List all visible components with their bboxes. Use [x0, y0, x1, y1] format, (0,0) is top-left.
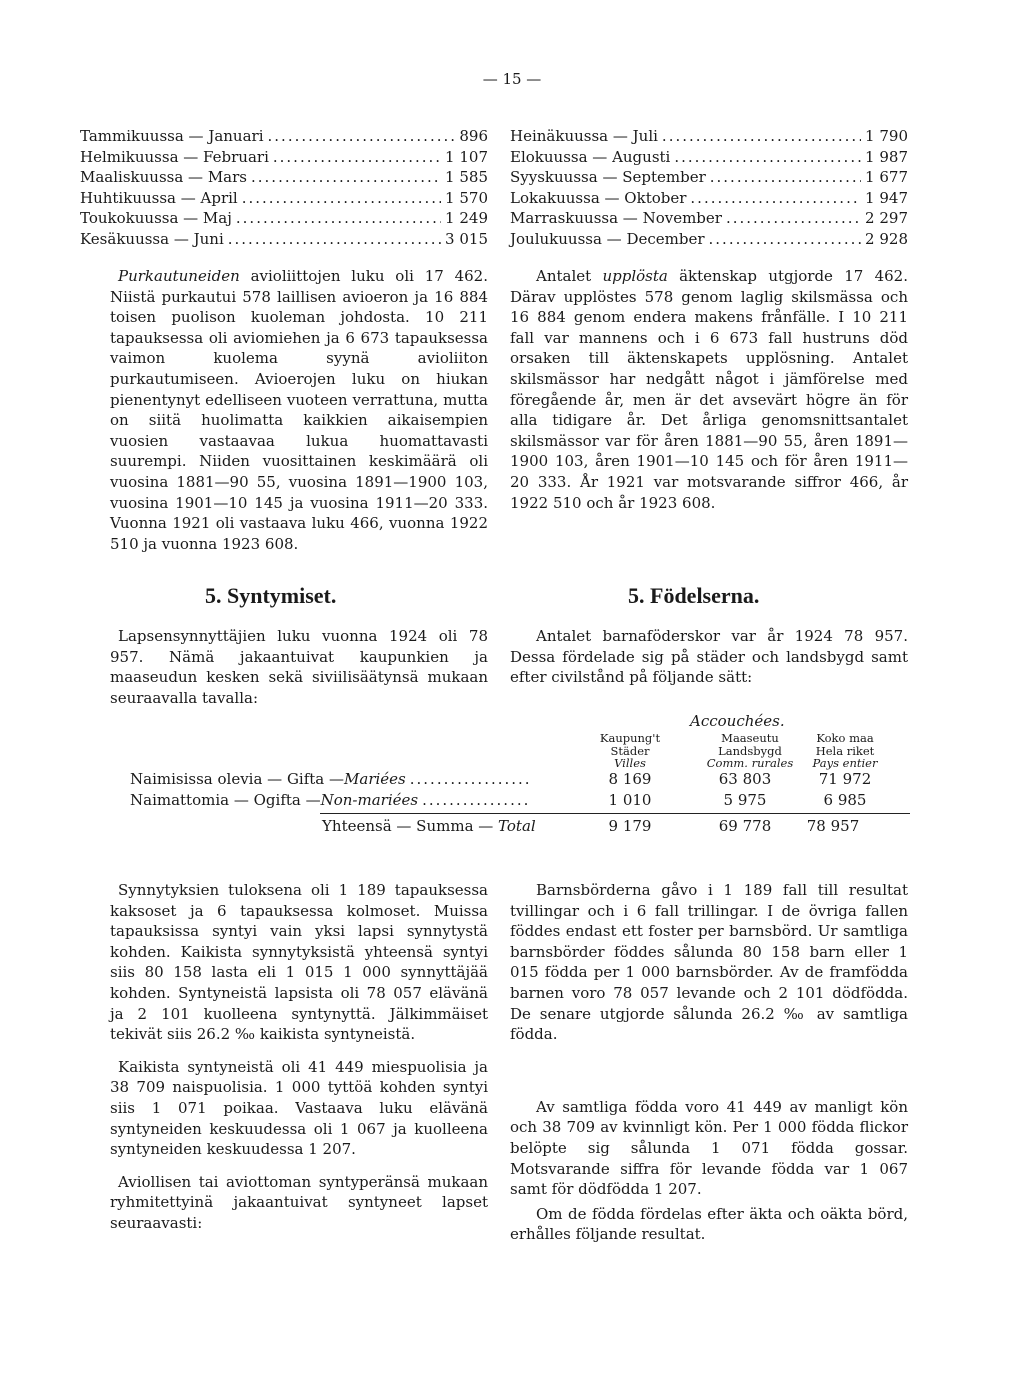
column-header-cities: Kaupung't Städer Villes [599, 731, 661, 770]
months-left-list [80, 126, 488, 249]
table-cell: 63 803 [718, 770, 772, 788]
month-row: Helmikuussa — Februari ..... 1 107 [80, 147, 488, 168]
months-right-list [510, 126, 908, 249]
table-total-cell: 78 957 [806, 817, 860, 835]
month-row: Elokuussa — Augusti ..... 1 987 [510, 147, 908, 168]
column-header-rural: Maaseutu Landsbygd Comm. rurales [706, 731, 794, 770]
divorce-paragraph-fi: Purkautuneiden avioliittojen luku oli 17 462. Niistä purkautui 578 laillisen avioeron ja 16 884 toisen puolison kuoleman johdosta. 10 211 tapauksessa oli aviomiehen ja 6 673 tapauksessa vaimon kuolema syynä avioliiton purkautumiseen. Avioerojen luku on hiukan pienentynyt edelliseen vuoteen verrattuna, mutta on siitä huolimatta kaikkien aikaisempien vuosien vastaavaa lukua huomattavasti suurempi. Niiden vuosittainen keskimäärä oli vuosina 1881—90 55, vuosina 1891—1900 103, vuosina 1901—10 145 ja vuosina 1911—20 333. Vuonna 1921 oli vastaava luku 466, vuonna 1922 510 ja vuonna 1923 608. [110, 267, 488, 553]
month-row: Kesäkuussa — Juni ..... 3 015 [80, 229, 488, 250]
month-row: Tammikuussa — Januari ..... 896 [80, 126, 488, 147]
month-row: Syyskuussa — September ..... 1 677 [510, 167, 908, 188]
month-row: Toukokuussa — Maj ..... 1 249 [80, 208, 488, 229]
italic-term: Purkautuneiden [118, 267, 240, 285]
births-table [130, 712, 878, 822]
table-cell: 8 169 [608, 770, 652, 788]
section-heading-fi: 5. Syntymiset. [205, 583, 337, 608]
italic-term: upplösta [602, 267, 668, 285]
lower-text-fi [110, 880, 488, 1234]
table-group-header: Accouchées. [690, 712, 785, 730]
births-intro-fi: Lapsensynnyttäjien luku vuonna 1924 oli 78 957. Nämä jakaantuivat kaupunkien ja maaseudun kesken sekä siviilisäätynsä mukaan seuraavalla tavalla: [110, 627, 488, 707]
month-row: Marraskuussa — November ..... 2 297 [510, 208, 908, 229]
table-total-cell: 9 179 [608, 817, 652, 835]
multiples-paragraph: Synnytyksien tuloksena oli 1 189 tapauksessa kaksoset ja 6 tapauksessa kolmoset. Muissa tapauksissa syntyi vain yksi lapsi synnytystä kohden. Kaikista synnytyksistä yhteensä syntyi siis 80 158 lasta eli 1 015 1 000 synnyttäjää kohden. Syntyneistä lapsista oli 78 057 elävänä ja 2 101 kuolleena syntynyttä. Jälkimmäiset tekivät siis 26.2 ‰ kaikista syntyneistä. [110, 881, 488, 1044]
column-header-country: Koko maa Hela riket Pays entier [812, 731, 878, 770]
month-row: Huhtikuussa — April ..... 1 570 [80, 188, 488, 209]
divorce-paragraph-sv: Antalet upplösta äktenskap utgjorde 17 462. Därav upplöstes 578 genom laglig skilsmässa och 16 884 genom endera makens frånfälle. I 10 211 fall var mannens och i 6 673 fall hustruns död orsaken till äktenskapets upplösning. Antalet skilsmässor har nedgått något i jämförelse med föregående år, men är det avsevärt högre än för alla tidigare år. Det årliga genomsnittsantalet skilsmässor var för åren 1881—90 55, åren 1891—1900 103, åren 1901—10 145 och för åren 1911—20 333. År 1921 var motsvarande siffror 466, år 1922 510 och år 1923 608. [510, 267, 908, 512]
multiples-paragraph: Barnsbörderna gåvo i 1 189 fall till resultat tvillingar och i 6 fall trillingar. I de övriga fallen föddes endast ett foster per barnsbörd. Ur samtliga barnsbörder föddes sålunda 80 158 barn eller 1 015 födda per 1 000 barnsbörder. Av de framfödda barnen voro 78 057 levande och 2 101 dödfödda. De senare utgjorde sålunda 26.2 ‰ av samtliga födda. [510, 881, 908, 1044]
table-total-row: Yhteensä — Summa — Total [322, 817, 536, 835]
lower-text-sv [510, 880, 908, 1245]
month-row: Joulukuussa — December ..... 2 928 [510, 229, 908, 250]
table-total-rule [320, 813, 910, 814]
table-row: Naimisissa olevia — Gifta — Mariées ..... [130, 770, 530, 788]
sex-ratio-paragraph: Kaikista syntyneistä oli 41 449 miespuolisia ja 38 709 naispuolisia. 1 000 tyttöä kohden syntyi siis 1 071 poikaa. Vastaava luku elävänä syntyneiden keskuudessa oli 1 067 ja kuolleena syntyneiden keskuudessa 1 207. [110, 1057, 488, 1159]
month-row: Lokakuussa — Oktober ..... 1 947 [510, 188, 908, 209]
table-total-cell: 69 778 [718, 817, 772, 835]
table-cell: 6 985 [823, 791, 867, 809]
table-row: Naimattomia — Ogifta — Non-mariées ..... [130, 791, 530, 809]
table-cell: 71 972 [818, 770, 872, 788]
legitimacy-paragraph: Aviollisen tai aviottoman syntyperänsä mukaan ryhmitettyinä jakaantuivat syntyneet lapset seuraavasti: [110, 1172, 488, 1232]
page-number: — 15 — [482, 70, 542, 88]
table-cell: 5 975 [723, 791, 767, 809]
section-heading-sv: 5. Födelserna. [628, 583, 760, 608]
births-intro-sv: Antalet barnaföderskor var år 1924 78 957. Dessa fördelade sig på städer och landsbygd samt efter civilstånd på följande sätt: [510, 627, 908, 687]
table-cell: 1 010 [608, 791, 652, 809]
sex-ratio-paragraph: Av samtliga födda voro 41 449 av manligt kön och 38 709 av kvinnligt kön. Per 1 000 födda flickor belöpte sig sålunda 1 071 födda gossar. Motsvarande siffra för levande födda var 1 067 samt för dödfödda 1 207. [510, 1097, 908, 1199]
month-row: Maaliskuussa — Mars ..... 1 585 [80, 167, 488, 188]
month-row: Heinäkuussa — Juli ..... 1 790 [510, 126, 908, 147]
legitimacy-paragraph: Om de födda fördelas efter äkta och oäkta börd, erhålles följande resultat. [510, 1204, 908, 1244]
